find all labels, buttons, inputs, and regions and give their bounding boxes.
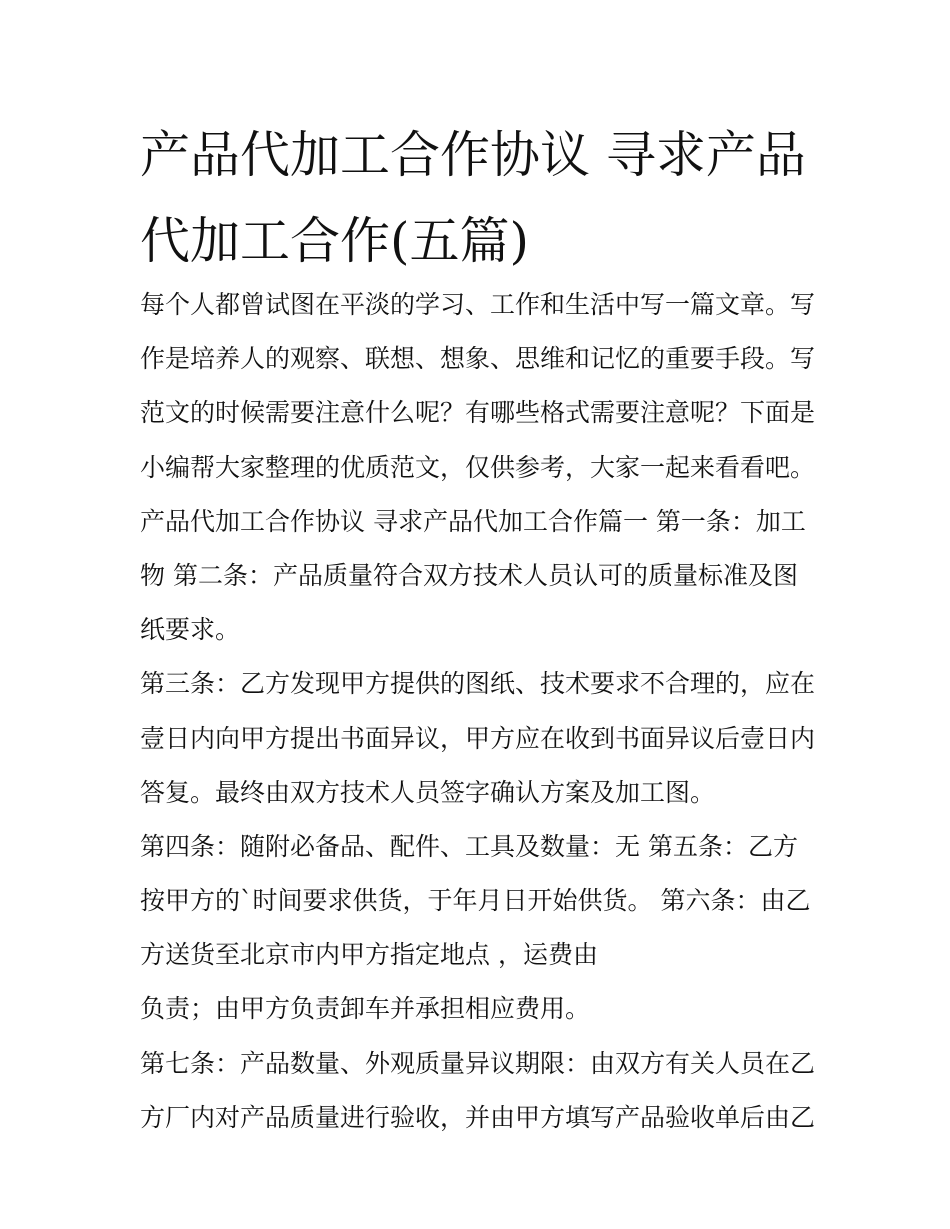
text-line: 物 第二条：产品质量符合双方技术人员认可的质量标准及图: [140, 560, 798, 590]
document-title: [140, 112, 820, 284]
text-line: 负责；由甲方负责卸车并承担相应费用。: [140, 994, 591, 1024]
text-line: 答复。最终由双方技术人员签字确认方案及加工图。: [140, 777, 716, 807]
text-line: 小编帮大家整理的优质范文，仅供参考，大家一起来看看吧。: [140, 452, 816, 482]
text-line: 壹日内向甲方提出书面异议，甲方应在收到书面异议后壹日内: [140, 723, 816, 753]
text-line: 范文的时候需要注意什么呢？有哪些格式需要注意呢？下面是: [140, 398, 816, 428]
text-line: 按甲方的`时间要求供货，于年月日开始供货。 第六条：由乙: [140, 886, 811, 916]
title-line: 代加工合作(五篇): [140, 212, 530, 270]
text-line: 作是培养人的观察、联想、想象、思维和记忆的重要手段。写: [140, 344, 816, 374]
text-line: 第三条：乙方发现甲方提供的图纸、技术要求不合理的，应在: [140, 669, 816, 699]
text-line: 每个人都曾试图在平淡的学习、工作和生活中写一篇文章。写: [140, 290, 816, 319]
text-line: 纸要求。: [140, 615, 241, 645]
title-line: 产品代加工合作协议 寻求产品: [140, 126, 806, 184]
text-line: 方厂内对产品质量进行验收，并由甲方填写产品验收单后由乙: [140, 1102, 816, 1132]
text-line: 产品代加工合作协议 寻求产品代加工合作篇一 第一条：加工: [140, 506, 806, 536]
document-body: [140, 278, 830, 1145]
text-line: 第四条：随附必备品、配件、工具及数量：无 第五条：乙方: [140, 831, 798, 861]
text-line: 方送货至北京市内甲方指定地点 ，运费由: [140, 940, 598, 970]
text-line: 第七条：产品数量、外观质量异议期限：由双方有关人员在乙: [140, 1048, 816, 1078]
